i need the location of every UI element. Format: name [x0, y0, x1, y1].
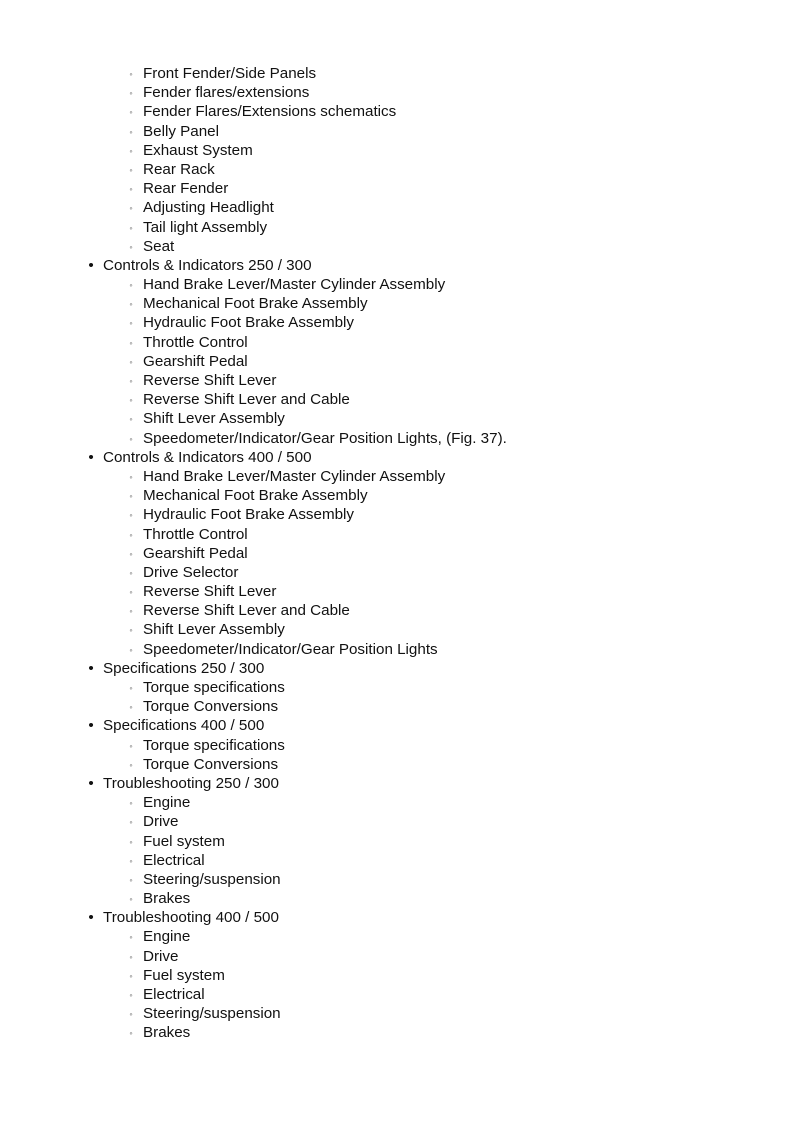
sub-item[interactable]: [0, 429, 794, 448]
bullet-icon: •: [88, 909, 94, 927]
sub-item[interactable]: [0, 198, 794, 217]
sub-item-label: Seat: [143, 237, 175, 255]
hollow-bullet-icon: ◦: [129, 241, 133, 252]
sub-item[interactable]: [0, 985, 794, 1004]
section-title: Specifications 400 / 500: [103, 717, 265, 735]
hollow-bullet-icon: ◦: [129, 567, 133, 578]
hollow-bullet-icon: ◦: [129, 184, 133, 195]
sub-item-label: Torque Conversions: [143, 698, 279, 716]
sub-item-label: Engine: [143, 928, 191, 946]
sub-item-label: Mechanical Foot Brake Assembly: [143, 295, 368, 313]
sub-item[interactable]: [0, 313, 794, 332]
continued-subitem-list: [0, 64, 794, 256]
sub-item[interactable]: [0, 525, 794, 544]
hollow-bullet-icon: ◦: [129, 88, 133, 99]
sub-item[interactable]: [0, 851, 794, 870]
sub-item[interactable]: [0, 275, 794, 294]
hollow-bullet-icon: ◦: [129, 740, 133, 751]
sub-item[interactable]: [0, 371, 794, 390]
sub-item[interactable]: [0, 160, 794, 179]
hollow-bullet-icon: ◦: [129, 510, 133, 521]
sub-item-label: Brakes: [143, 1024, 191, 1042]
hollow-bullet-icon: ◦: [129, 874, 133, 885]
hollow-bullet-icon: ◦: [129, 970, 133, 981]
sub-item[interactable]: [0, 927, 794, 946]
bullet-icon: •: [88, 659, 94, 677]
sub-item[interactable]: [0, 1004, 794, 1023]
sub-item-label: Torque Conversions: [143, 755, 279, 773]
hollow-bullet-icon: ◦: [129, 299, 133, 310]
sub-item-label: Hand Brake Lever/Master Cylinder Assembly: [143, 467, 446, 485]
sub-item[interactable]: [0, 736, 794, 755]
sub-item[interactable]: [0, 601, 794, 620]
section-title: Troubleshooting 400 / 500: [103, 909, 279, 927]
sub-item[interactable]: [0, 467, 794, 486]
hollow-bullet-icon: ◦: [129, 759, 133, 770]
sub-item-label: Engine: [143, 794, 191, 812]
sub-item-label: Fuel system: [143, 832, 225, 850]
section-title: Specifications 250 / 300: [103, 659, 265, 677]
hollow-bullet-icon: ◦: [129, 702, 133, 713]
hollow-bullet-icon: ◦: [129, 798, 133, 809]
section-item[interactable]: [0, 774, 794, 793]
sub-item[interactable]: [0, 793, 794, 812]
sub-item-label: Electrical: [143, 986, 205, 1003]
bullet-icon: •: [88, 448, 94, 466]
hollow-bullet-icon: ◦: [129, 318, 133, 329]
section-title: Controls & Indicators 250 / 300: [103, 256, 312, 274]
sub-item-label: Torque specifications: [143, 736, 285, 754]
hollow-bullet-icon: ◦: [129, 683, 133, 693]
sub-item-label: Electrical: [143, 851, 205, 869]
sub-item-label: Steering/suspension: [143, 1005, 281, 1023]
sub-item[interactable]: [0, 1023, 794, 1042]
sub-item[interactable]: [0, 755, 794, 774]
hollow-bullet-icon: ◦: [129, 606, 133, 617]
section-item[interactable]: [0, 659, 794, 678]
hollow-bullet-icon: ◦: [129, 817, 133, 828]
sub-item-label: Throttle Control: [143, 525, 248, 543]
sub-item-label: Drive: [143, 947, 179, 965]
hollow-bullet-icon: ◦: [129, 337, 133, 348]
hollow-bullet-icon: ◦: [129, 222, 133, 233]
sub-item-label: Rear Rack: [143, 160, 215, 178]
sub-item-label: Steering/suspension: [143, 870, 281, 888]
hollow-bullet-icon: ◦: [129, 894, 133, 905]
hollow-bullet-icon: ◦: [129, 145, 133, 156]
sub-item[interactable]: [0, 294, 794, 313]
sub-item[interactable]: [0, 102, 794, 121]
sub-item-label: Front Fender/Side Panels: [143, 65, 317, 82]
sub-item-label: Shift Lever Assembly: [143, 621, 285, 639]
hollow-bullet-icon: ◦: [129, 433, 133, 444]
sub-item[interactable]: [0, 870, 794, 889]
section-title: Troubleshooting 250 / 300: [103, 774, 279, 792]
hollow-bullet-icon: ◦: [129, 107, 133, 118]
hollow-bullet-icon: ◦: [129, 471, 133, 482]
hollow-bullet-icon: ◦: [129, 587, 133, 598]
sub-item-label: Belly Panel: [143, 122, 219, 140]
sub-item[interactable]: [0, 966, 794, 985]
sub-item[interactable]: [0, 563, 794, 582]
sub-item[interactable]: [0, 237, 794, 256]
sub-item-label: Hand Brake Lever/Master Cylinder Assembly: [143, 276, 446, 294]
hollow-bullet-icon: ◦: [129, 356, 133, 367]
sub-item-label: Reverse Shift Lever and Cable: [143, 391, 350, 409]
sub-item-label: Hydraulic Foot Brake Assembly: [143, 314, 355, 332]
bullet-icon: •: [88, 774, 94, 792]
sub-item-label: Reverse Shift Lever: [143, 583, 277, 601]
hollow-bullet-icon: ◦: [129, 491, 133, 502]
hollow-bullet-icon: ◦: [129, 164, 133, 175]
hollow-bullet-icon: ◦: [129, 529, 133, 540]
sub-item-label: Reverse Shift Lever and Cable: [143, 602, 350, 620]
sub-item-label: Torque specifications: [143, 679, 285, 696]
sub-item-label: Tail light Assembly: [143, 218, 268, 236]
sub-item[interactable]: [0, 678, 794, 697]
sub-item[interactable]: [0, 83, 794, 102]
hollow-bullet-icon: ◦: [129, 625, 133, 636]
sub-item-label: Hydraulic Foot Brake Assembly: [143, 506, 355, 524]
hollow-bullet-icon: ◦: [129, 1009, 133, 1020]
sub-item[interactable]: [0, 486, 794, 505]
sub-item-label: Gearshift Pedal: [143, 352, 248, 370]
sub-item[interactable]: [0, 640, 794, 659]
sub-item[interactable]: [0, 697, 794, 716]
sub-item-label: Shift Lever Assembly: [143, 410, 285, 428]
sub-item[interactable]: [0, 409, 794, 428]
sub-item-label: Adjusting Headlight: [143, 199, 274, 217]
hollow-bullet-icon: ◦: [129, 376, 133, 386]
sub-item[interactable]: [0, 505, 794, 524]
sub-item-label: Gearshift Pedal: [143, 544, 248, 562]
bullet-icon: •: [88, 717, 94, 735]
sub-item[interactable]: [0, 620, 794, 639]
hollow-bullet-icon: ◦: [129, 1028, 133, 1039]
section-item[interactable]: [0, 256, 794, 275]
sub-item-label: Speedometer/Indicator/Gear Position Lights: [143, 640, 438, 658]
sub-item[interactable]: [0, 218, 794, 237]
document-outline: [0, 64, 794, 1043]
sub-item[interactable]: [0, 812, 794, 831]
section-item[interactable]: [0, 448, 794, 467]
sub-item[interactable]: [0, 141, 794, 160]
hollow-bullet-icon: ◦: [129, 855, 133, 866]
hollow-bullet-icon: ◦: [129, 932, 133, 943]
hollow-bullet-icon: ◦: [129, 548, 133, 559]
hollow-bullet-icon: ◦: [129, 126, 133, 137]
sub-item-label: Fuel system: [143, 966, 225, 984]
sub-item-label: Rear Fender: [143, 180, 229, 198]
sub-item[interactable]: [0, 390, 794, 409]
hollow-bullet-icon: ◦: [129, 280, 133, 291]
hollow-bullet-icon: ◦: [129, 951, 133, 962]
sub-item-label: Exhaust System: [143, 141, 253, 159]
sub-item-label: Fender flares/extensions: [143, 84, 310, 102]
sub-item[interactable]: [0, 582, 794, 601]
sub-item[interactable]: [0, 333, 794, 352]
hollow-bullet-icon: ◦: [129, 395, 133, 406]
sub-item-label: Speedometer/Indicator/Gear Position Lights, (Fig. 37).: [143, 429, 507, 447]
sub-item[interactable]: [0, 352, 794, 371]
sub-item-label: Brakes: [143, 890, 191, 908]
hollow-bullet-icon: ◦: [129, 203, 133, 214]
sub-item-label: Drive Selector: [143, 563, 239, 581]
section-title: Controls & Indicators 400 / 500: [103, 448, 312, 466]
section-list: [0, 256, 794, 1043]
sub-item-label: Throttle Control: [143, 333, 248, 351]
sub-item-label: Fender Flares/Extensions schematics: [143, 103, 397, 121]
bullet-icon: •: [88, 256, 94, 274]
hollow-bullet-icon: ◦: [129, 69, 133, 79]
hollow-bullet-icon: ◦: [129, 990, 133, 1000]
sub-item[interactable]: [0, 122, 794, 141]
hollow-bullet-icon: ◦: [129, 836, 133, 847]
sub-item-label: Reverse Shift Lever: [143, 372, 277, 389]
sub-item-label: Mechanical Foot Brake Assembly: [143, 487, 368, 505]
sub-item[interactable]: [0, 889, 794, 908]
sub-item[interactable]: [0, 832, 794, 851]
sub-item[interactable]: [0, 947, 794, 966]
section-item[interactable]: [0, 908, 794, 927]
sub-item-label: Drive: [143, 813, 179, 831]
sub-item[interactable]: [0, 179, 794, 198]
sub-item[interactable]: [0, 64, 794, 83]
section-item[interactable]: [0, 716, 794, 735]
sub-item[interactable]: [0, 544, 794, 563]
hollow-bullet-icon: ◦: [129, 644, 133, 655]
hollow-bullet-icon: ◦: [129, 414, 133, 425]
